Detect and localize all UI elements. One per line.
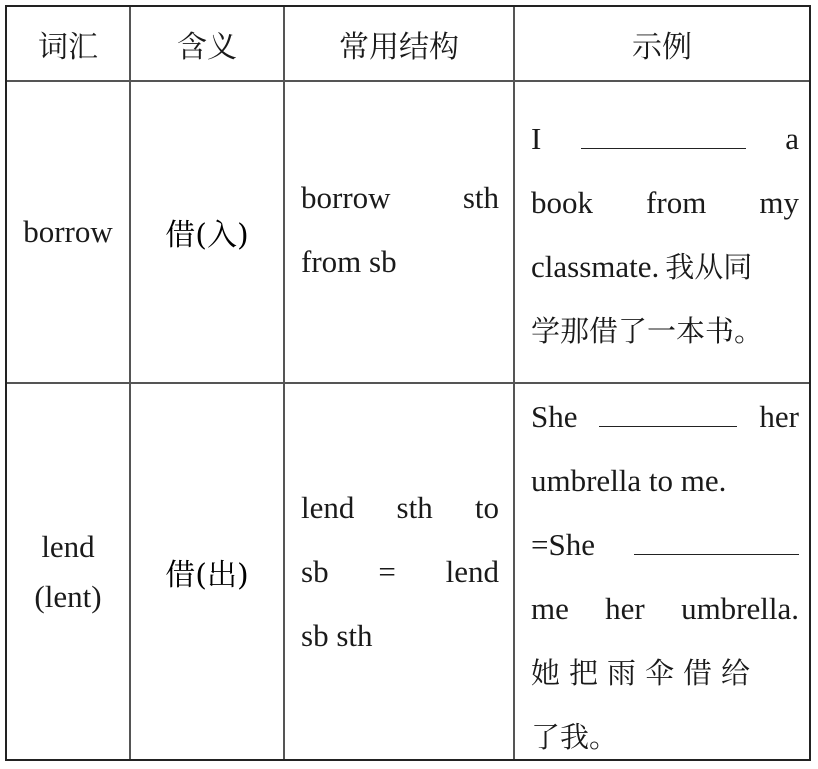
- example-word: =She: [531, 527, 595, 562]
- table-row-lend-meaning: [131, 384, 283, 759]
- example-translation: 了我。: [531, 720, 619, 754]
- example-word: my: [759, 185, 799, 220]
- example-word: her: [605, 591, 645, 626]
- structure-word: sth: [396, 489, 433, 525]
- header-meaning: 含义: [177, 29, 237, 65]
- table-row-borrow-structure: [301, 95, 499, 365]
- example-word: her: [759, 399, 799, 434]
- example-word: from: [646, 185, 707, 220]
- meaning-lend: 借(出): [165, 557, 249, 593]
- table-row-lend-structure: [301, 384, 499, 759]
- vocabulary-table: [5, 5, 811, 761]
- answer-blank: [599, 396, 737, 427]
- answer-blank: [634, 524, 799, 555]
- table-row-lend-word: [7, 384, 129, 759]
- table-row-borrow-word: [7, 82, 129, 382]
- example-word: umbrella.: [681, 591, 799, 626]
- example-word: She: [531, 399, 578, 434]
- word-lend-past: (lent): [34, 578, 102, 614]
- example-translation: 学那借了一本书。: [531, 314, 764, 348]
- example-word: classmate.: [531, 249, 660, 284]
- table-row-lend-example: [531, 385, 799, 757]
- meaning-borrow: 借(入): [165, 218, 249, 253]
- structure-word: to: [474, 489, 499, 525]
- header-example: 示例: [632, 29, 692, 65]
- example-word: book: [531, 185, 593, 220]
- answer-blank: [581, 118, 746, 149]
- table-row-borrow-example: [531, 107, 799, 367]
- example-word: a: [785, 121, 799, 156]
- structure-word: borrow: [301, 180, 391, 215]
- example-word: I: [531, 121, 542, 156]
- example-word: umbrella to me.: [531, 463, 727, 498]
- table-row-borrow-meaning: [131, 82, 283, 382]
- example-translation: 她把雨伞借给: [531, 656, 760, 690]
- structure-word: sth: [462, 180, 499, 215]
- structure-word: from sb: [301, 244, 397, 279]
- word-lend: lend: [41, 528, 95, 564]
- word-borrow: borrow: [23, 214, 113, 249]
- structure-word: lend: [445, 553, 499, 589]
- example-word: me: [531, 591, 569, 626]
- example-translation: 我从同: [665, 250, 753, 284]
- structure-word: lend: [301, 489, 355, 525]
- header-structure: 常用结构: [339, 29, 459, 65]
- structure-word: sb sth: [301, 617, 373, 653]
- structure-word: =: [378, 553, 396, 589]
- header-word: 词汇: [38, 29, 98, 65]
- structure-word: sb: [301, 553, 329, 589]
